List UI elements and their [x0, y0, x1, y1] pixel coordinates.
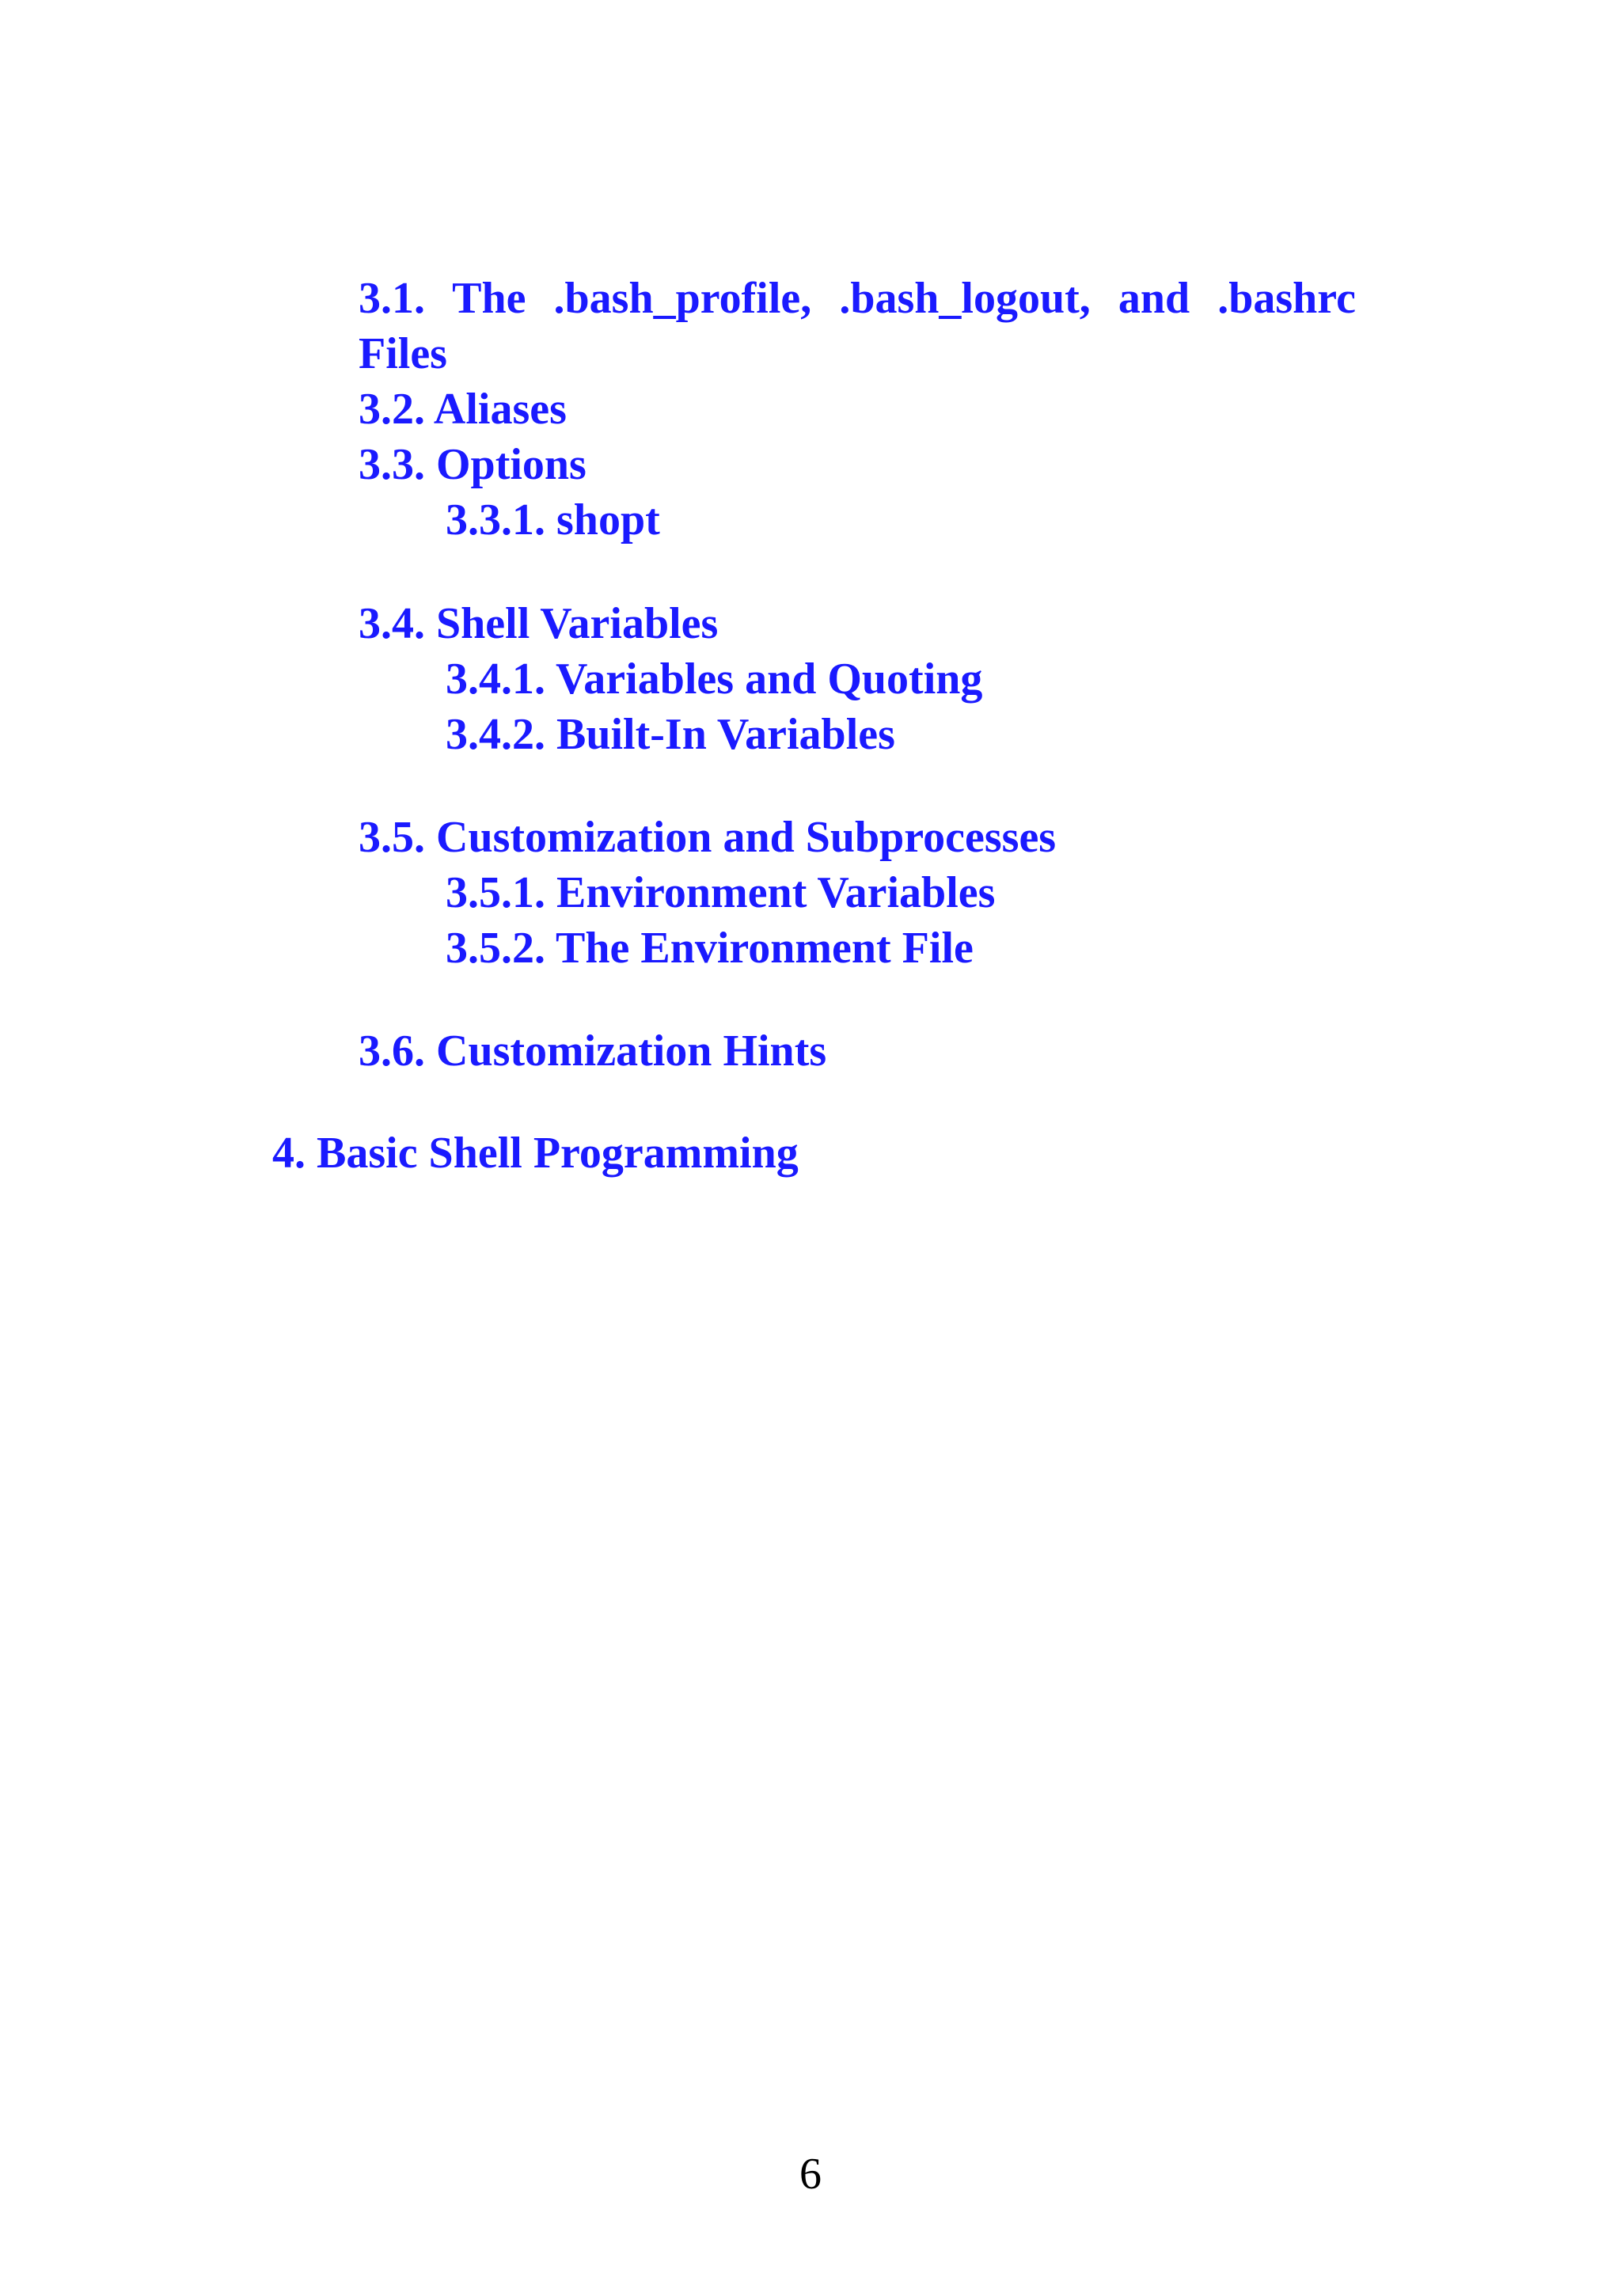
toc-link-3-4[interactable]	[359, 596, 718, 651]
toc-title: Shell Variables	[436, 599, 719, 648]
toc-title: Customization Hints	[436, 1027, 827, 1076]
toc-number: 3.2.	[359, 385, 425, 434]
toc-number: 3.5.	[359, 813, 425, 862]
toc-title: The .bash_profile, .bash_logout, and .bashrc Files	[359, 274, 1357, 378]
toc-title: Aliases	[433, 385, 567, 434]
toc-title: Environment Variables	[556, 868, 996, 917]
toc-number: 3.6.	[359, 1027, 425, 1076]
toc-link-4[interactable]	[272, 1125, 799, 1181]
toc-title: Built-In Variables	[556, 710, 895, 759]
toc-link-3-4-1[interactable]	[446, 651, 982, 707]
toc-number: 3.4.	[359, 599, 425, 648]
toc-link-3-5-1[interactable]	[446, 865, 995, 920]
toc-link-3-6[interactable]	[359, 1023, 826, 1079]
toc-link-3-5[interactable]	[359, 810, 1056, 865]
toc-link-3-1[interactable]	[359, 271, 1356, 381]
toc-number: 3.4.2.	[446, 710, 545, 759]
toc-title: Variables and Quoting	[556, 655, 983, 704]
toc-number: 3.4.1.	[446, 655, 545, 704]
toc-number: 3.3.1.	[446, 495, 545, 545]
toc-number: 3.3.	[359, 440, 425, 489]
toc-link-3-3[interactable]	[359, 437, 587, 492]
toc-title: Options	[436, 440, 587, 489]
toc-link-3-4-2[interactable]	[446, 707, 895, 762]
toc-title: Basic Shell Programming	[317, 1129, 799, 1178]
toc-link-3-3-1[interactable]	[446, 492, 660, 548]
toc-number: 3.5.1.	[446, 868, 545, 917]
page-number: 6	[799, 2150, 822, 2199]
toc-number: 3.1.	[359, 274, 425, 323]
toc-title: shopt	[556, 495, 660, 545]
toc-link-3-2[interactable]	[359, 381, 567, 437]
toc-title: Customization and Subprocesses	[436, 813, 1057, 862]
toc-number: 4.	[272, 1129, 306, 1178]
toc-link-3-5-2[interactable]	[446, 920, 974, 976]
toc-number: 3.5.2.	[446, 924, 545, 973]
toc-title: The Environment File	[556, 924, 974, 973]
